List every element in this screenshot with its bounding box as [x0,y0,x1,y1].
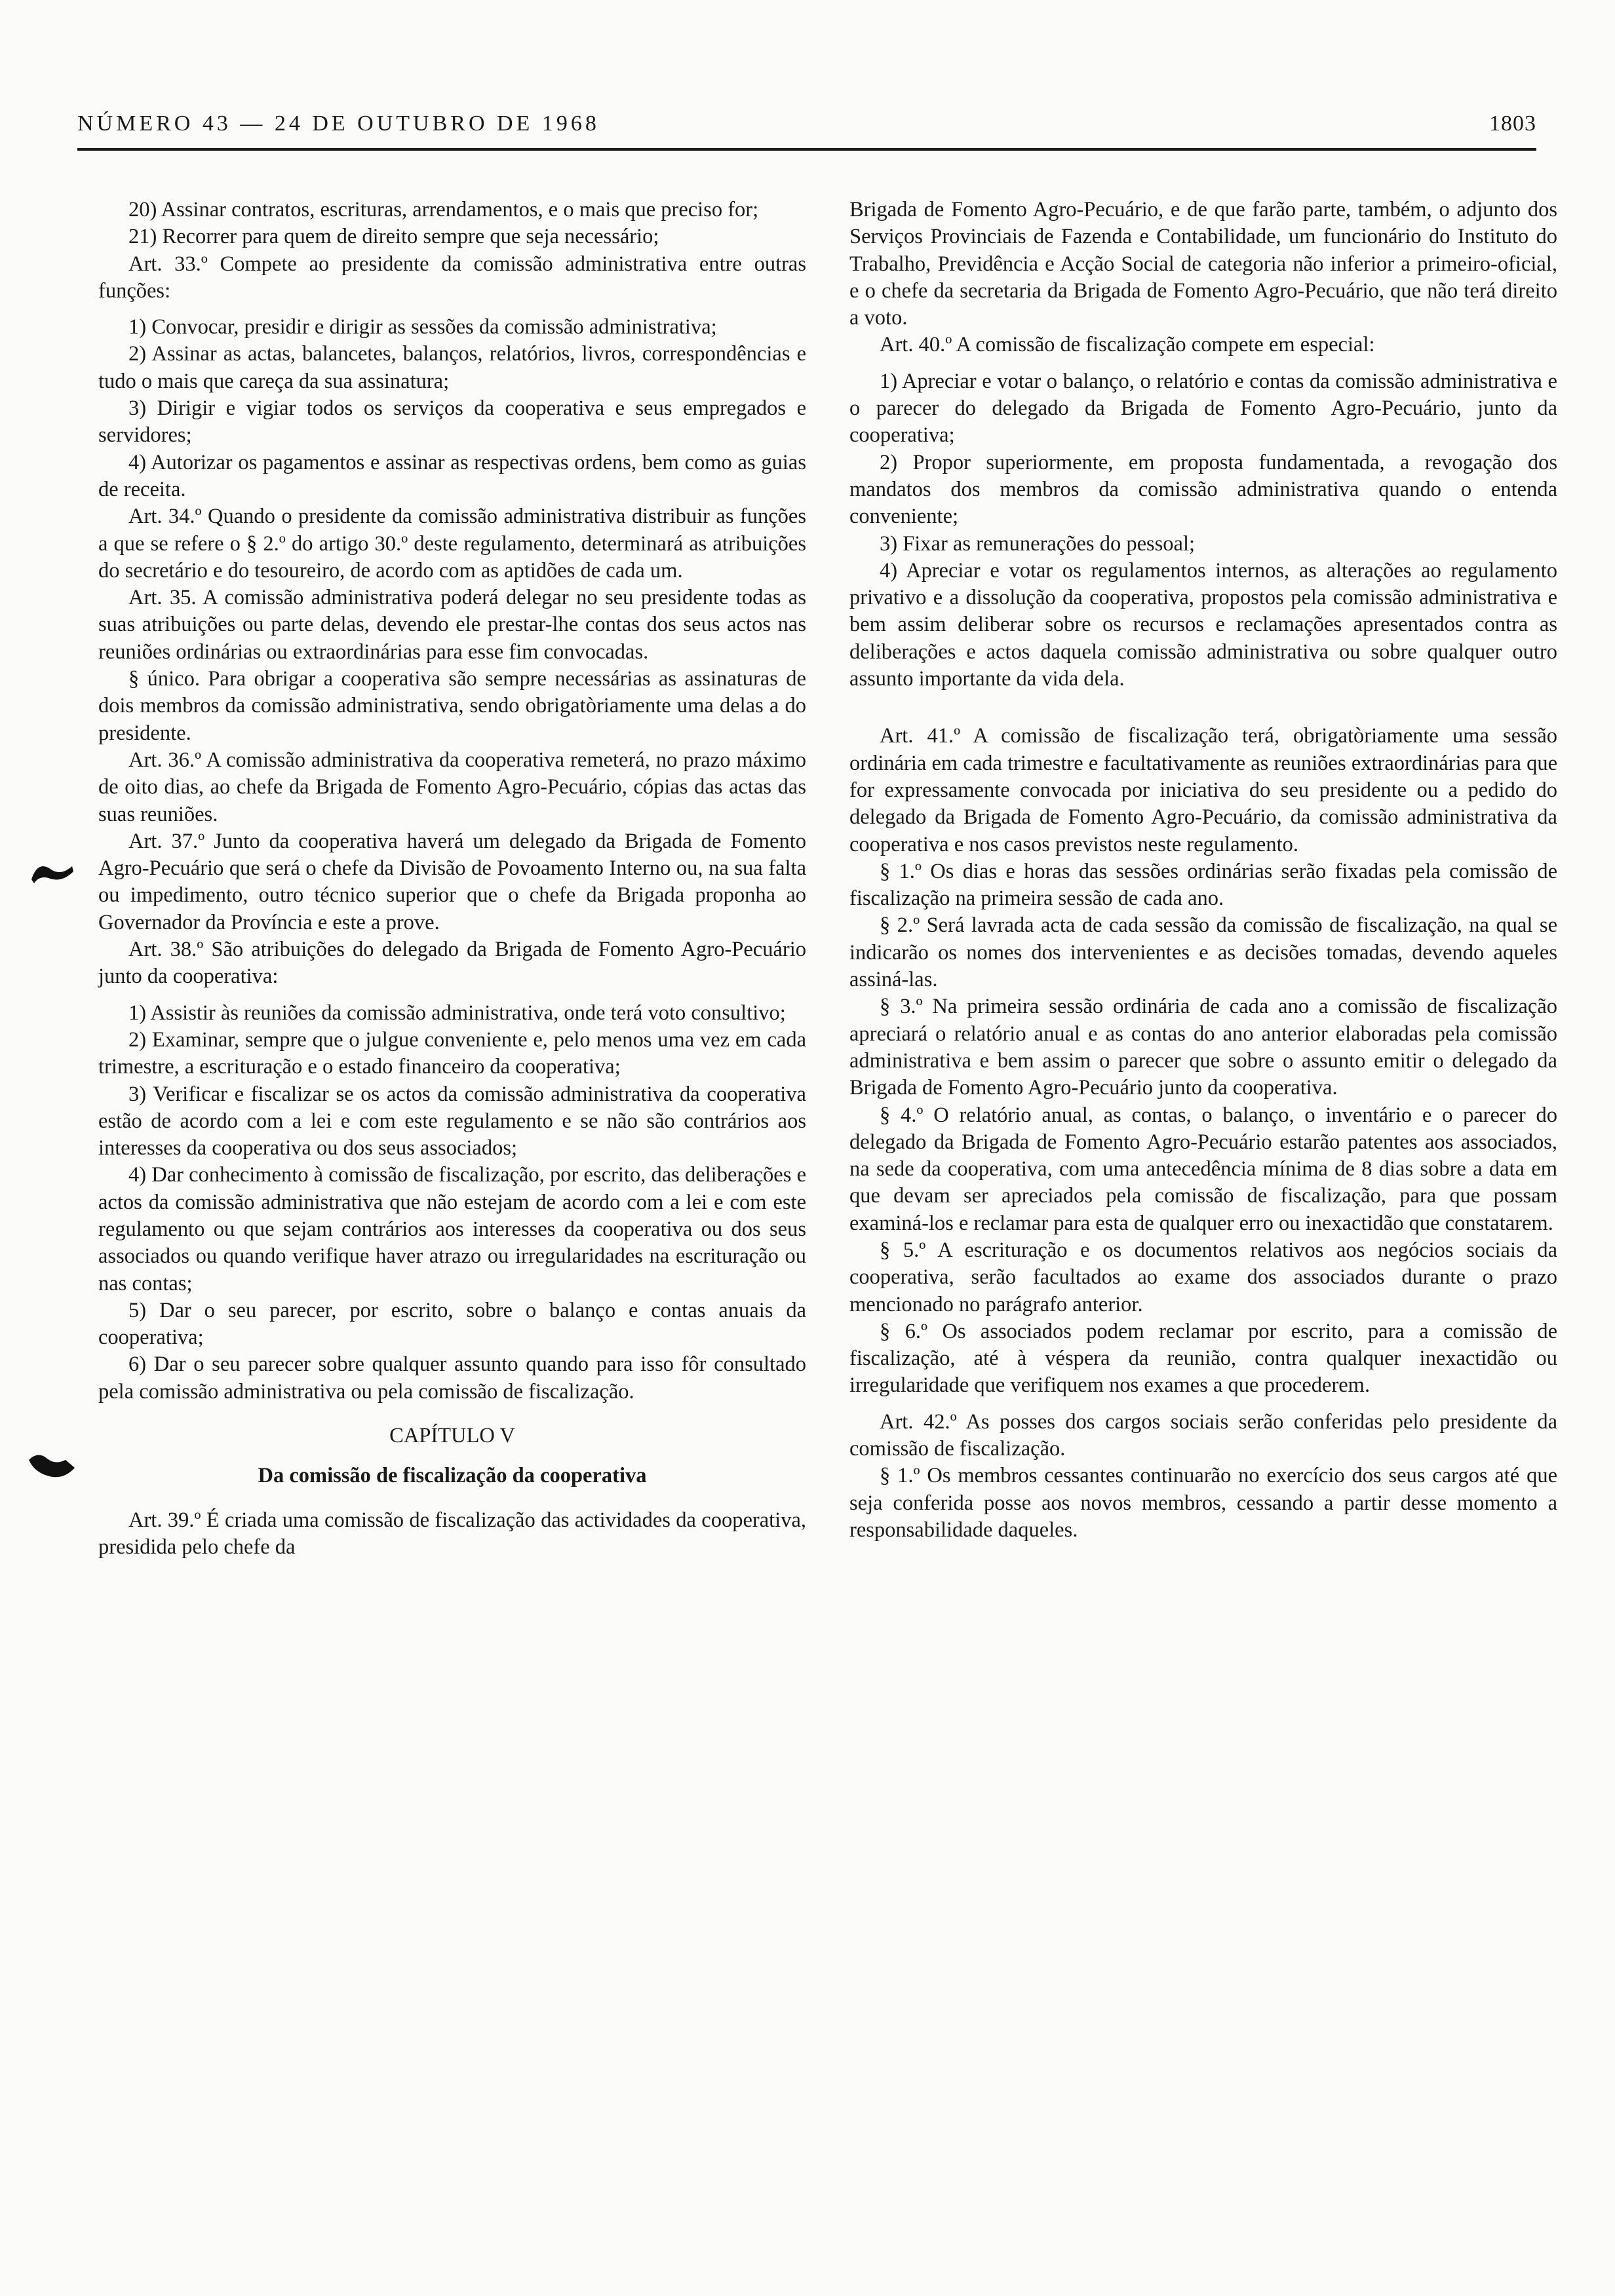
paragraph: § 1.º Os dias e horas das sessões ordinárias serão fixadas pela comissão de fiscalização na primeira sessão de cada ano. [849,859,1557,911]
paragraph: 2) Propor superiormente, em proposta fundamentada, a revogação dos mandatos dos membros da comissão administrativa quando o entenda conveniente; [849,450,1557,529]
paragraph: 1) Apreciar e votar o balanço, o relatório e contas da comissão administrativa e o parecer do delegado da Brigada de Fomento Agro-Pecuário, junto da cooperativa; [849,369,1557,448]
pointing-hand-icon [25,847,77,886]
paragraph: Art. 39.º É criada uma comissão de fiscalização das actividades da cooperativa, presidida pelo chefe da [98,1508,806,1559]
paragraph: 4) Autorizar os pagamentos e assinar as respectivas ordens, bem como as guias de receita. [98,450,806,501]
paragraph: 6) Dar o seu parecer sobre qualquer assunto quando para isso fôr consultado pela comissão administrativa ou pela comissão de fiscalização. [98,1352,806,1404]
pointing-hand-icon [25,1442,77,1481]
left-column [98,197,806,1561]
paragraph: Art. 40.º A comissão de fiscalização compete em especial: [880,333,1375,357]
paragraph: § 2.º Será lavrada acta de cada sessão da comissão de fiscalização, na qual se indicarão os nomes dos intervenientes e as decisões tomadas, devendo aqueles assiná-las. [849,913,1557,992]
paragraph: § único. Para obrigar a cooperativa são sempre necessárias as assinaturas de dois membros da comissão administrativa, sendo obrigatòriamente uma delas a do presidente. [98,667,806,745]
paragraph: Art. 35. A comissão administrativa poderá delegar no seu presidente todas as suas atribuições ou parte delas, devendo ele prestar-lhe contas dos seus actos nas reuniões ordinárias ou extraordinárias para esse fim convocadas. [98,586,806,664]
paragraph: § 6.º Os associados podem reclamar por escrito, para a comissão de fiscalização, até à véspera da reunião, contra qualquer inexactidão ou irregularidade que verifiquem nos exames a que procederem. [849,1319,1557,1398]
chapter-heading: CAPÍTULO V [389,1424,515,1448]
paragraph: 1) Assistir às reuniões da comissão administrativa, onde terá voto consultivo; [128,1001,786,1025]
paragraph: § 1.º Os membros cessantes continuarão no exercício dos seus cargos até que seja conferida posse aos novos membros, cessando a partir desse momento a responsabilidade daqueles. [849,1464,1557,1542]
paragraph: Art. 38.º São atribuições do delegado da Brigada de Fomento Agro-Pecuário junto da cooperativa: [98,938,806,989]
issue-line: NÚMERO 43 — 24 DE OUTUBRO DE 1968 [77,111,600,136]
paragraph: 3) Verificar e fiscalizar se os actos da comissão administrativa da cooperativa estão de acordo com a lei e com este regulamento e se não são contrários aos interesses da cooperativa ou dos seus associados; [98,1082,806,1160]
paragraph: § 3.º Na primeira sessão ordinária de cada ano a comissão de fiscalização apreciará o relatório anual e as contas do ano anterior elaboradas pela comissão administrativa e bem assim o parecer que sobre o assunto emitir o delegado da Brigada de Fomento Agro-Pecuário junto da cooperativa. [849,995,1557,1100]
paragraph: 21) Recorrer para quem de direito sempre que seja necessário; [128,225,659,249]
paragraph: 20) Assinar contratos, escrituras, arrendamentos, e o mais que preciso for; [128,198,759,221]
paragraph: 2) Assinar as actas, balancetes, balanços, relatórios, livros, correspondências e tudo o mais que careça da sua assinatura; [98,342,806,393]
paragraph: Art. 33.º Compete ao presidente da comissão administrativa entre outras funções: [98,252,806,303]
right-column [849,197,1557,1544]
paragraph: § 4.º O relatório anual, as contas, o balanço, o inventário e o parecer do delegado da Brigada de Fomento Agro-Pecuário estarão patentes aos associados, na sede da cooperativa, com uma antecedência mínima de 8 dias sobre a data em que devam ser apreciados pela comissão de fiscalização, para que possam examiná-los e reclamar para esta de qualquer erro ou inexactidão que constatarem. [849,1103,1557,1235]
paragraph: 3) Dirigir e vigiar todos os serviços da cooperativa e seus empregados e servidores; [98,396,806,448]
paragraph: 3) Fixar as remunerações do pessoal; [880,531,1196,556]
paragraph: 2) Examinar, sempre que o julgue conveniente e, pelo menos uma vez em cada trimestre, a escrituração e o estado financeiro da cooperativa; [98,1027,806,1079]
paragraph: Art. 36.º A comissão administrativa da cooperativa remeterá, no prazo máximo de oito dias, ao chefe da Brigada de Fomento Agro-Pecuário, cópias das actas das suas reuniões. [98,748,806,826]
paragraph: 1) Convocar, presidir e dirigir as sessões da comissão administrativa; [128,315,717,339]
paragraph: 4) Apreciar e votar os regulamentos internos, as alterações ao regulamento privativo e a dissolução da cooperativa, propostos pela comissão administrativa e bem assim deliberar sobre os recursos e reclamações apresentados contra as deliberações e actos daquela comissão administrativa ou sobre qualquer outro assunto importante da vida dela. [849,558,1557,691]
header-rule [77,148,1536,151]
page-header [77,97,1536,136]
paragraph: § 5.º A escrituração e os documentos relativos aos negócios sociais da cooperativa, serão facultados ao exame dos associados durante o prazo mencionado no parágrafo anterior. [849,1238,1557,1316]
page-number: 1803 [1489,111,1536,136]
paragraph: Art. 41.º A comissão de fiscalização terá, obrigatòriamente uma sessão ordinária em cada trimestre e facultativamente as reuniões extraordinárias para que for expressamente convocada por iniciativa do seu presidente ou a pedido do delegado da Brigada de Fomento Agro-Pecuário, da comissão administrativa da cooperativa e nos casos previstos neste regulamento. [849,724,1557,856]
paragraph: Brigada de Fomento Agro-Pecuário, e de que farão parte, também, o adjunto dos Serviços Provinciais de Fazenda e Contabilidade, um funcionário do Instituto do Trabalho, Previdência e Acção Social de categoria não inferior a primeiro-oficial, e o chefe da secretaria da Brigada de Fomento Agro-Pecuário, que não terá direito a voto. [849,198,1557,330]
paragraph: Art. 42.º As posses dos cargos sociais serão conferidas pelo presidente da comissão de fiscalização. [849,1409,1557,1461]
chapter-title: Da comissão de fiscalização da cooperativa [258,1464,647,1488]
paragraph: Art. 37.º Junto da cooperativa haverá um delegado da Brigada de Fomento Agro-Pecuário que será o chefe da Divisão de Povoamento Interno ou, na sua falta ou impedimento, outro técnico superior que o chefe da Brigada proponha ao Governador da Província e este a prove. [98,829,806,934]
paragraph: 5) Dar o seu parecer, por escrito, sobre o balanço e contas anuais da cooperativa; [98,1298,806,1350]
paragraph: 4) Dar conhecimento à comissão de fiscalização, por escrito, das deliberações e actos da comissão administrativa que não estejam de acordo com a lei e com este regulamento ou que sejam contrários aos interesses da cooperativa ou dos seus associados ou quando verifique haver atrazo ou irregularidades na escrituração ou nas contas; [98,1163,806,1295]
paragraph: Art. 34.º Quando o presidente da comissão administrativa distribuir as funções a que se refere o § 2.º do artigo 30.º deste regulamento, determinará as atribuições do secretário e do tesoureiro, de acordo com as aptidões de cada um. [98,505,806,583]
